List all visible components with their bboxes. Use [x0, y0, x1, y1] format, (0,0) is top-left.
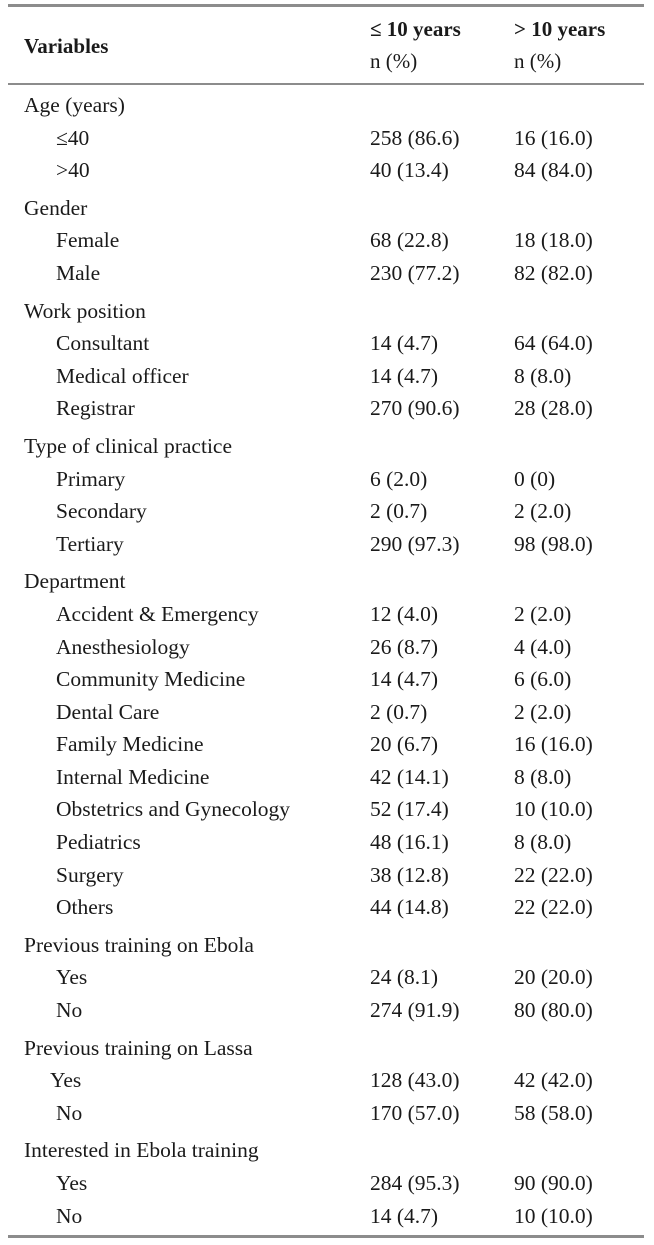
value-gt10: 90 (90.0) — [514, 1171, 593, 1195]
group-label: Previous training on Lassa — [24, 1035, 253, 1060]
row-label: Internal Medicine — [56, 764, 210, 789]
table-row — [8, 154, 644, 187]
table-row — [8, 891, 644, 924]
value-le10: 230 (77.2) — [370, 260, 460, 285]
row-label: Consultant — [56, 331, 150, 356]
table-body — [8, 85, 644, 1234]
value-gt10: 58 (58.0) — [514, 1100, 593, 1125]
value-gt10: 82 (82.0) — [514, 260, 593, 285]
value-le10: 128 (43.0) — [370, 1068, 460, 1093]
table-row — [8, 224, 644, 257]
row-label: Obstetrics and Gynecology — [56, 797, 291, 822]
value-le10: 270 (90.6) — [370, 396, 460, 421]
value-gt10: 28 (28.0) — [514, 396, 593, 421]
value-gt10: 80 (80.0) — [514, 998, 593, 1023]
value-gt10: 8 (8.0) — [514, 363, 572, 388]
row-label: Yes — [56, 1171, 88, 1195]
group-header-row — [8, 295, 644, 328]
header-col1-sub: n (%) — [370, 49, 418, 73]
row-label: Secondary — [56, 499, 147, 524]
table-row — [8, 994, 644, 1027]
table-row — [8, 793, 644, 826]
value-le10: 284 (95.3) — [370, 1171, 460, 1195]
table-row — [8, 961, 644, 994]
table-row — [8, 392, 644, 425]
row-label: Yes — [56, 965, 88, 990]
value-gt10: 16 (16.0) — [514, 732, 593, 757]
header-col2-title: > 10 years — [514, 17, 606, 41]
value-gt10: 2 (2.0) — [514, 601, 572, 626]
group-label: Work position — [24, 298, 146, 323]
value-le10: 258 (86.6) — [370, 125, 460, 150]
table-row — [8, 495, 644, 528]
table-row — [8, 257, 644, 290]
group-label: Interested in Ebola training — [24, 1138, 259, 1163]
row-label: Others — [56, 895, 114, 920]
table-row — [8, 528, 644, 561]
table-row — [8, 728, 644, 761]
row-label: Tertiary — [56, 531, 124, 556]
value-le10: 52 (17.4) — [370, 797, 449, 822]
table-row — [8, 1097, 644, 1130]
row-label: >40 — [56, 158, 90, 183]
group-label: Type of clinical practice — [24, 433, 233, 458]
table-row — [8, 826, 644, 859]
value-gt10: 22 (22.0) — [514, 895, 593, 920]
row-label: ≤40 — [56, 125, 90, 150]
value-le10: 274 (91.9) — [370, 998, 460, 1023]
value-gt10: 84 (84.0) — [514, 158, 593, 183]
value-le10: 12 (4.0) — [370, 601, 439, 626]
value-gt10: 0 (0) — [514, 466, 556, 491]
table-row — [8, 663, 644, 696]
value-le10: 14 (4.7) — [370, 363, 439, 388]
value-gt10: 16 (16.0) — [514, 125, 593, 150]
table-row — [8, 1200, 644, 1233]
group-header-row — [8, 1134, 644, 1167]
group-header-row — [8, 192, 644, 225]
table-row — [8, 1167, 644, 1200]
value-gt10: 6 (6.0) — [514, 667, 572, 692]
value-gt10: 2 (2.0) — [514, 499, 572, 524]
table-row — [8, 327, 644, 360]
bottom-rule — [8, 1235, 644, 1238]
table-row — [8, 696, 644, 729]
row-label: Community Medicine — [56, 667, 246, 692]
table-row — [8, 463, 644, 496]
row-label: Primary — [56, 466, 126, 491]
group-label: Gender — [24, 195, 88, 220]
value-gt10: 8 (8.0) — [514, 764, 572, 789]
value-gt10: 4 (4.0) — [514, 634, 572, 659]
value-le10: 14 (4.7) — [370, 667, 439, 692]
group-header-row — [8, 1032, 644, 1065]
row-label: Anesthesiology — [56, 634, 190, 659]
table-row — [8, 360, 644, 393]
table-row — [8, 761, 644, 794]
group-label: Previous training on Ebola — [24, 932, 254, 957]
header-col2-sub: n (%) — [514, 49, 562, 73]
value-le10: 20 (6.7) — [370, 732, 439, 757]
row-label: Family Medicine — [56, 732, 204, 757]
value-le10: 170 (57.0) — [370, 1100, 460, 1125]
table-row — [8, 859, 644, 892]
row-label: Dental Care — [56, 699, 160, 724]
value-gt10: 10 (10.0) — [514, 1203, 593, 1228]
row-label: Medical officer — [56, 363, 189, 388]
value-gt10: 64 (64.0) — [514, 331, 593, 356]
row-label: Pediatrics — [56, 830, 141, 855]
value-le10: 14 (4.7) — [370, 331, 439, 356]
value-gt10: 22 (22.0) — [514, 862, 593, 887]
row-label: Surgery — [56, 862, 124, 887]
table-row — [8, 122, 644, 155]
value-le10: 40 (13.4) — [370, 158, 449, 183]
value-le10: 68 (22.8) — [370, 228, 449, 253]
table-header — [8, 7, 644, 83]
row-label: No — [56, 998, 83, 1023]
row-label: Registrar — [56, 396, 135, 421]
group-header-row — [8, 89, 644, 122]
value-le10: 38 (12.8) — [370, 862, 449, 887]
value-le10: 6 (2.0) — [370, 466, 428, 491]
value-le10: 2 (0.7) — [370, 499, 428, 524]
table-row — [8, 1064, 644, 1097]
value-le10: 42 (14.1) — [370, 764, 449, 789]
data-table — [8, 4, 644, 1238]
value-le10: 26 (8.7) — [370, 634, 439, 659]
row-label: Accident & Emergency — [56, 601, 259, 626]
value-gt10: 98 (98.0) — [514, 531, 593, 556]
value-le10: 24 (8.1) — [370, 965, 439, 990]
group-header-row — [8, 430, 644, 463]
group-header-row — [8, 929, 644, 962]
value-gt10: 10 (10.0) — [514, 797, 593, 822]
header-col1-title: ≤ 10 years — [370, 17, 461, 41]
value-gt10: 8 (8.0) — [514, 830, 572, 855]
value-gt10: 2 (2.0) — [514, 699, 572, 724]
table-row — [8, 598, 644, 631]
group-header-row — [8, 565, 644, 598]
value-gt10: 42 (42.0) — [514, 1068, 593, 1093]
value-le10: 48 (16.1) — [370, 830, 449, 855]
value-le10: 290 (97.3) — [370, 531, 460, 556]
value-le10: 14 (4.7) — [370, 1203, 439, 1228]
group-label: Age (years) — [24, 93, 125, 117]
header-variables: Variables — [24, 34, 109, 58]
value-le10: 44 (14.8) — [370, 895, 449, 920]
value-le10: 2 (0.7) — [370, 699, 428, 724]
row-label: No — [56, 1203, 83, 1228]
value-gt10: 20 (20.0) — [514, 965, 593, 990]
group-label: Department — [24, 569, 126, 594]
row-label: Male — [56, 260, 101, 285]
table-row — [8, 631, 644, 664]
row-label: Yes — [50, 1068, 82, 1093]
row-label: No — [56, 1100, 83, 1125]
value-gt10: 18 (18.0) — [514, 228, 593, 253]
row-label: Female — [56, 228, 120, 253]
